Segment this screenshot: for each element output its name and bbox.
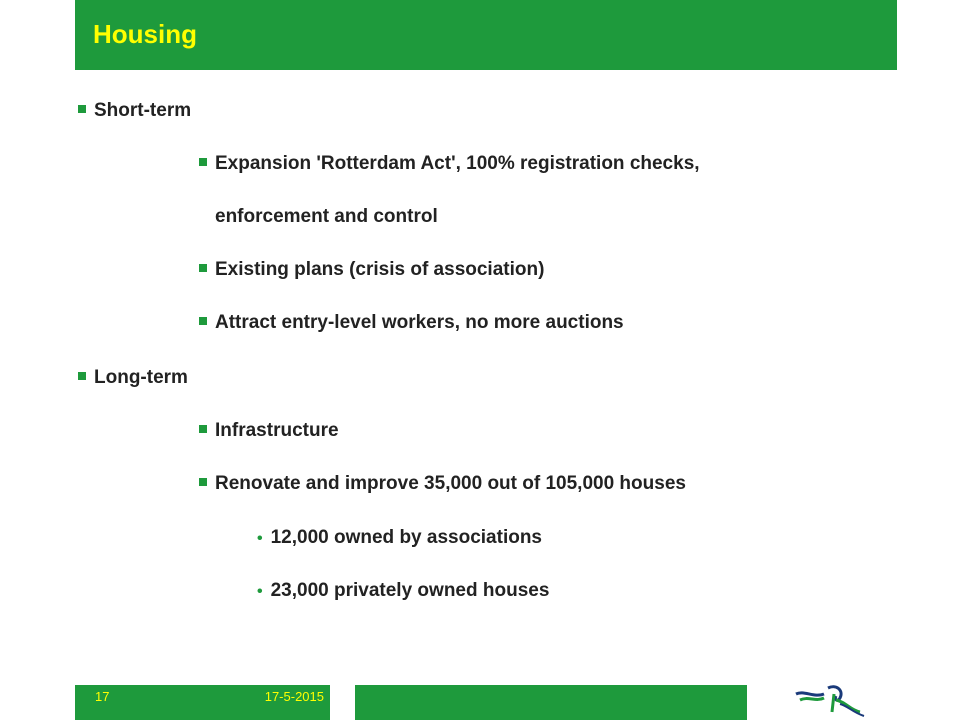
page-number: 17 bbox=[95, 689, 110, 704]
bullet-text: Renovate and improve 35,000 out of 105,000 houses bbox=[215, 473, 686, 494]
bullet-renovate bbox=[199, 472, 686, 496]
slide-title: Housing bbox=[93, 19, 197, 49]
bullet-text: Attract entry-level workers, no more auctions bbox=[215, 312, 624, 333]
footer-right-bar bbox=[355, 685, 747, 720]
square-bullet-icon bbox=[199, 425, 207, 433]
bullet-owned-associations bbox=[257, 526, 542, 551]
bullet-rotterdam-act-continued bbox=[215, 205, 438, 229]
square-bullet-icon bbox=[199, 158, 207, 166]
bullet-rotterdam-act bbox=[199, 152, 700, 176]
square-bullet-icon bbox=[199, 264, 207, 272]
bullet-long-term bbox=[78, 366, 188, 390]
square-bullet-icon bbox=[199, 317, 207, 325]
round-bullet-icon: • bbox=[257, 530, 263, 547]
bullet-text: Infrastructure bbox=[215, 420, 339, 441]
round-bullet-icon: • bbox=[257, 583, 263, 600]
bullet-privately-owned bbox=[257, 579, 549, 604]
square-bullet-icon bbox=[78, 372, 86, 380]
bullet-existing-plans bbox=[199, 258, 544, 282]
bullet-text: Long-term bbox=[94, 367, 188, 388]
bullet-text: Short-term bbox=[94, 100, 192, 121]
title-bar bbox=[75, 0, 897, 70]
bullet-text: 12,000 owned by associations bbox=[270, 527, 542, 548]
footer-left-bar bbox=[75, 685, 330, 720]
bullet-text: 23,000 privately owned houses bbox=[270, 580, 550, 601]
bullet-text: Existing plans (crisis of association) bbox=[215, 259, 545, 280]
bullet-attract-workers bbox=[199, 311, 624, 335]
footer-date: 17-5-2015 bbox=[264, 689, 324, 704]
square-bullet-icon bbox=[78, 105, 86, 113]
bullet-short-term bbox=[78, 99, 191, 123]
bullet-text: enforcement and control bbox=[215, 206, 438, 227]
square-bullet-icon bbox=[199, 478, 207, 486]
rotterdam-logo-icon bbox=[790, 680, 870, 720]
bullet-infrastructure bbox=[199, 419, 339, 443]
bullet-text: Expansion 'Rotterdam Act', 100% registration checks, bbox=[215, 153, 700, 174]
